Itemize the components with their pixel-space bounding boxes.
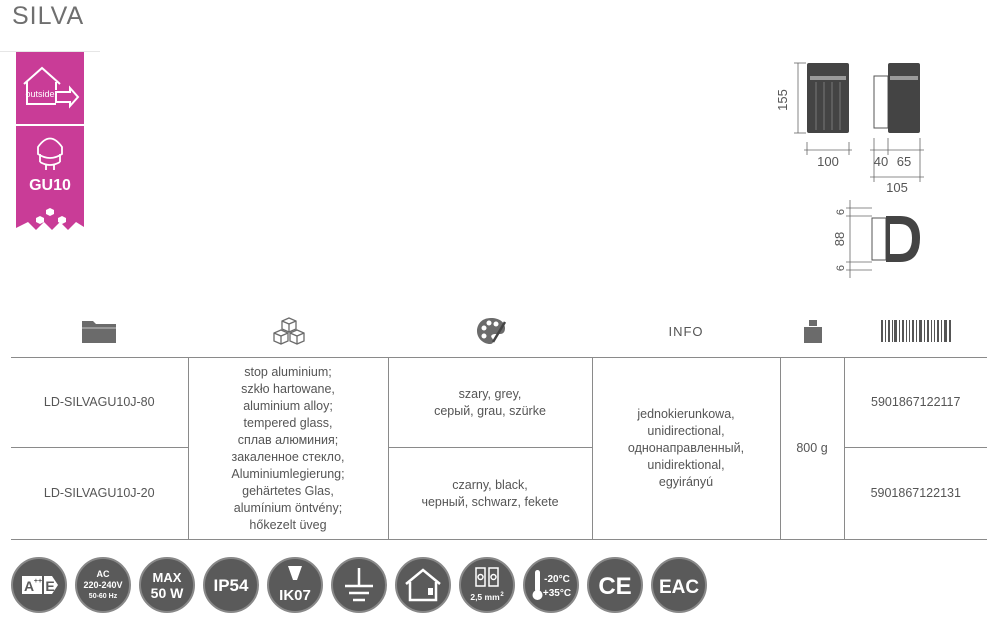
svg-text:2,5 mm: 2,5 mm bbox=[470, 592, 500, 602]
svg-text:A: A bbox=[23, 578, 35, 594]
max-power-badge bbox=[138, 556, 196, 614]
energy-class-badge bbox=[10, 556, 68, 614]
ip-rating-badge bbox=[202, 556, 260, 614]
weight-icon bbox=[802, 316, 824, 346]
eac-mark-badge bbox=[650, 556, 708, 614]
cubes-material-icon bbox=[272, 316, 306, 346]
wire-cross-section-badge bbox=[458, 556, 516, 614]
table-row bbox=[11, 358, 987, 448]
folder-icon bbox=[80, 316, 118, 346]
svg-text:CE: CE bbox=[598, 573, 632, 600]
info-cell: jednokierunkowa, unidirectional, однонаправленный, unidirektional, egyirányú bbox=[592, 358, 780, 540]
outdoor-use-icon bbox=[394, 556, 452, 614]
dim-top-margin: 6 bbox=[835, 208, 847, 216]
material-cell: stop aluminium; szkło hartowane, aluminium alloy; tempered glass, сплав алюминия; закаленное стекло, Aluminiumlegierung; gehärtetes Glas, alumínium öntvény; hőkezelt üveg bbox=[188, 358, 388, 540]
technical-drawing bbox=[760, 50, 980, 285]
product-title: SILVA bbox=[12, 2, 85, 30]
svg-text:AC: AC bbox=[96, 569, 110, 579]
feature-ribbon bbox=[16, 52, 84, 242]
svg-text:220-240V: 220-240V bbox=[83, 580, 123, 590]
certification-badges bbox=[10, 556, 708, 614]
voltage-badge bbox=[74, 556, 132, 614]
ean-cell: 5901867122117 bbox=[844, 358, 987, 448]
svg-text:-20°C: -20°C bbox=[544, 574, 570, 585]
gu10-label: GU10 bbox=[29, 177, 71, 194]
side-view bbox=[874, 63, 920, 133]
svg-text:IK07: IK07 bbox=[279, 587, 311, 604]
svg-text:++: ++ bbox=[33, 578, 43, 585]
svg-text:50 W: 50 W bbox=[150, 585, 184, 601]
dim-depth-total: 105 bbox=[886, 180, 908, 195]
svg-text:2: 2 bbox=[500, 592, 504, 598]
outside-label: outside bbox=[25, 89, 55, 99]
grounding-class-icon bbox=[330, 556, 388, 614]
ean-cell: 5901867122131 bbox=[844, 448, 987, 540]
dim-width: 100 bbox=[817, 154, 839, 169]
info-label: INFO bbox=[668, 323, 704, 339]
dim-height: 155 bbox=[775, 89, 790, 111]
ik-rating-badge bbox=[266, 556, 324, 614]
product-code-cell: LD-SILVAGU10J-20 bbox=[11, 448, 188, 540]
weight-cell: 800 g bbox=[780, 358, 844, 540]
svg-text:+35°C: +35°C bbox=[542, 588, 572, 599]
ce-mark-badge bbox=[586, 556, 644, 614]
svg-text:EAC: EAC bbox=[658, 577, 700, 598]
ribbon-background bbox=[16, 52, 84, 242]
temperature-range-badge bbox=[522, 556, 580, 614]
product-code-cell: LD-SILVAGU10J-80 bbox=[11, 358, 188, 448]
dim-depth-b: 65 bbox=[896, 154, 912, 169]
svg-text:E: E bbox=[45, 578, 55, 594]
barcode-icon bbox=[880, 316, 952, 346]
dim-depth-a: 40 bbox=[873, 154, 889, 169]
dim-bottom-margin: 6 bbox=[835, 264, 847, 272]
front-view bbox=[807, 63, 849, 133]
svg-text:MAX: MAX bbox=[152, 570, 182, 585]
dim-hole-spacing: 88 bbox=[832, 231, 847, 247]
bottom-view bbox=[872, 216, 920, 262]
svg-text:50-60 Hz: 50-60 Hz bbox=[88, 593, 118, 600]
color-cell: szary, grey, серый, grau, szürke bbox=[388, 358, 592, 448]
spec-table bbox=[11, 357, 987, 540]
svg-text:IP54: IP54 bbox=[213, 576, 249, 595]
info-header bbox=[664, 316, 708, 346]
palette-color-icon bbox=[474, 316, 508, 346]
color-cell: czarny, black, черный, schwarz, fekete bbox=[388, 448, 592, 540]
